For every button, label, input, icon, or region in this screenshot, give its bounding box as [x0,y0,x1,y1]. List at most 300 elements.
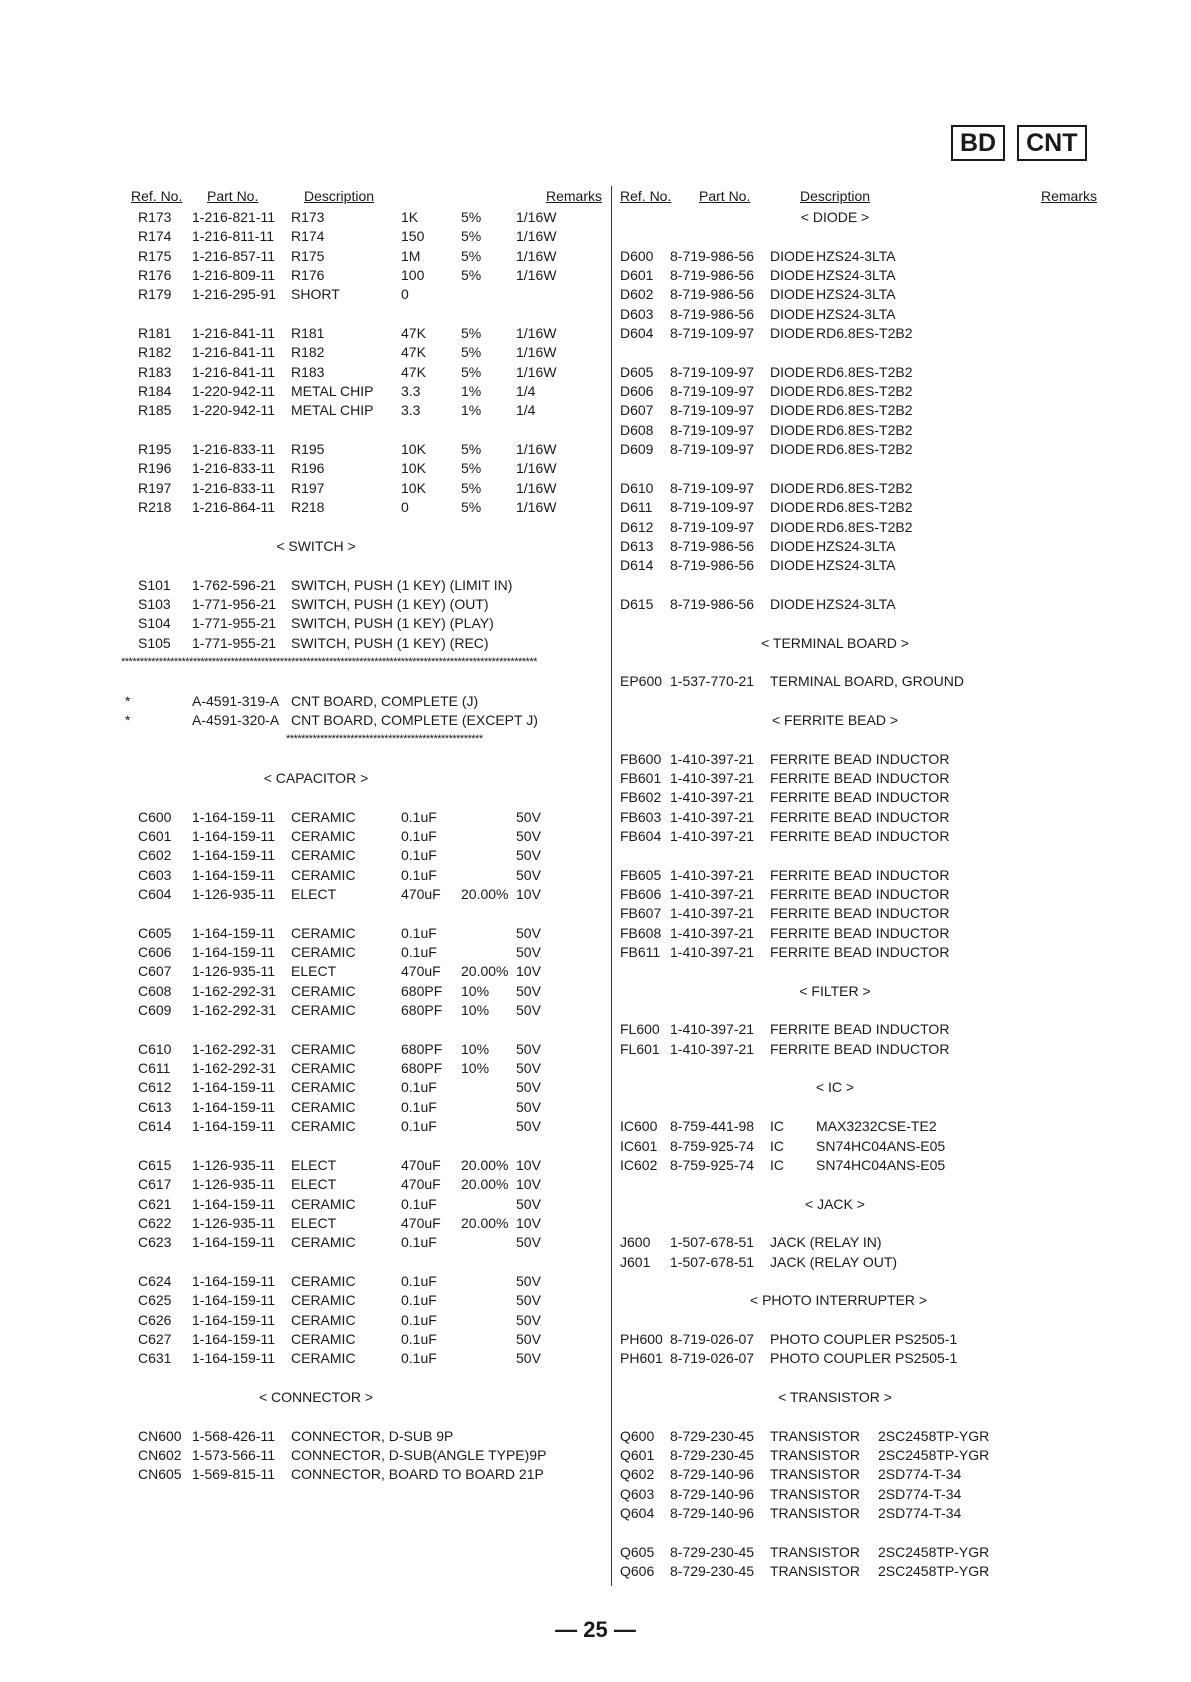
part-row [131,1175,603,1194]
rating: 50V [516,1195,541,1212]
value: 100 [401,267,425,284]
ref-no: D614 [620,557,654,574]
part-row [620,1543,1092,1562]
spec: 2SD774-T-34 [878,1485,962,1502]
description: CERAMIC [291,1330,356,1347]
spec: HZS24-3LTA [816,286,896,303]
ref-no: D611 [620,499,653,516]
part-row [131,1272,603,1291]
spec: HZS24-3LTA [816,595,896,612]
value: 470uF [401,1214,441,1231]
spacer-row [131,1253,603,1272]
part-row [131,846,603,865]
value: 680PF [401,1040,443,1057]
spec: MAX3232CSE-TE2 [816,1118,937,1135]
spacer-row [620,692,1092,711]
part-row [131,924,603,943]
part-no: 1-162-292-31 [192,1040,277,1057]
rating: 50V [516,1311,541,1328]
board-tag: CNT [1017,125,1086,161]
ref-no: C614 [138,1118,172,1135]
value: 0.1uF [401,1350,437,1367]
value: 0.1uF [401,924,437,941]
part-no: 1-126-935-11 [192,1176,276,1193]
spec: RD6.8ES-T2B2 [816,402,913,419]
rating: 1/16W [516,460,557,477]
description: SHORT [291,286,340,303]
ref-no: D600 [620,247,654,264]
description: SWITCH, PUSH (1 KEY) (PLAY) [291,615,494,632]
spacer-row [620,1523,1092,1542]
part-row [620,556,1092,575]
description: R181 [291,325,325,342]
section-title: < FILTER > [799,982,871,999]
part-row [620,498,1092,517]
ref-no: D607 [620,402,654,419]
ref-no: R195 [138,441,172,458]
description: CONNECTOR, BOARD TO BOARD 21P [291,1466,544,1483]
value: 47K [401,325,426,342]
rating: 50V [516,808,541,825]
tolerance: 5% [461,460,482,477]
spec: RD6.8ES-T2B2 [816,499,913,516]
part-no: 8-719-986-56 [670,537,755,554]
ref-no: C606 [138,944,172,961]
ref-no: D602 [620,286,654,303]
ref-no: C612 [138,1079,172,1096]
part-no: 8-719-109-97 [670,402,755,419]
spec: RD6.8ES-T2B2 [816,479,913,496]
part-row [131,808,603,827]
value: 0.1uF [401,1079,437,1096]
part-row [131,459,603,478]
ref-no: C622 [138,1214,172,1231]
description: TRANSISTOR [770,1543,860,1560]
description: DIODE [770,557,815,574]
spacer-row [131,305,603,324]
ref-no: D601 [620,267,654,284]
tolerance: 1% [461,402,482,419]
rating: 1/16W [516,344,557,361]
part-row [620,1330,1092,1349]
ref-no: C603 [138,866,172,883]
description: CERAMIC [291,808,356,825]
ref-no: C623 [138,1234,172,1251]
part-no: 8-729-230-45 [670,1447,755,1463]
description: DIODE [770,441,815,458]
ref-no: J600 [620,1234,651,1251]
section-heading [131,769,603,788]
ref-no: FB607 [620,905,662,922]
part-no: 1-216-811-11 [192,228,274,245]
ref-no: CN605 [138,1466,182,1483]
description: CERAMIC [291,1350,356,1367]
part-no: 1-220-942-11 [192,402,276,419]
part-no: 1-164-159-11 [192,808,276,825]
tolerance: 5% [461,441,482,458]
spacer-row [620,1214,1092,1233]
description: JACK (RELAY OUT) [770,1253,898,1270]
spacer-row [131,1407,603,1426]
left-parts-list [121,208,603,1485]
part-no: 1-164-159-11 [192,944,276,961]
part-row [131,1156,603,1175]
part-no: 1-410-397-21 [670,1021,755,1038]
ref-no: EP600 [620,673,663,690]
part-row [620,440,1092,459]
part-row [131,634,603,653]
ref-no: D603 [620,305,654,322]
remarks-header: Remarks [1041,188,1098,204]
part-row [620,808,1092,827]
value: 0.1uF [401,1311,437,1328]
left-column-header [131,188,603,208]
ref-no: J601 [620,1253,651,1270]
spec: RD6.8ES-T2B2 [816,383,913,400]
description: CERAMIC [291,1272,356,1289]
description: CONNECTOR, D-SUB(ANGLE TYPE)9P [291,1447,547,1463]
ref-no: C609 [138,1002,172,1019]
spec: SN74HC04ANS-E05 [816,1137,946,1154]
part-no: 1-573-566-11 [192,1447,276,1463]
ref-no: D609 [620,441,654,458]
rating: 1/4 [516,402,536,419]
part-row [131,1195,603,1214]
spec: RD6.8ES-T2B2 [816,363,913,380]
part-row [131,440,603,459]
part-no: 8-729-140-96 [670,1485,755,1502]
part-no: 8-719-986-56 [670,557,755,574]
ref-no: R218 [138,499,172,516]
section-heading [620,1291,1092,1310]
spacer-row [620,653,1092,672]
ref-no: C600 [138,808,172,825]
section-title: < JACK > [805,1195,865,1212]
part-no: 1-216-841-11 [192,363,276,380]
description: FERRITE BEAD INDUCTOR [770,905,950,922]
rating: 10V [516,1214,541,1231]
description: CERAMIC [291,1002,356,1019]
description: CERAMIC [291,1234,356,1251]
description: DIODE [770,286,815,303]
part-row [620,1485,1092,1504]
section-heading [620,208,1092,227]
section-heading [620,982,1092,1001]
part-row [620,866,1092,885]
part-no: 1-164-159-11 [192,1079,276,1096]
description: ELECT [291,1214,337,1231]
spec: 2SD774-T-34 [878,1466,962,1483]
spec: RD6.8ES-T2B2 [816,441,913,458]
part-no: 1-410-397-21 [670,789,755,806]
part-row [131,885,603,904]
ref-no: D608 [620,421,654,438]
description: R197 [291,479,325,496]
ref-no: C611 [138,1060,171,1077]
part-no: 1-216-864-11 [192,499,276,516]
spacer-row [131,1020,603,1039]
part-row [620,324,1092,343]
ref-no: C605 [138,924,172,941]
part-no: 8-719-109-97 [670,479,755,496]
part-no: 1-220-942-11 [192,383,276,400]
part-no: 1-164-159-11 [192,924,276,941]
value: 0.1uF [401,866,437,883]
rating: 1/16W [516,209,557,225]
description: TRANSISTOR [770,1505,860,1522]
description: DIODE [770,383,815,400]
ref-no: CN602 [138,1447,182,1463]
value: 150 [401,228,425,245]
spacer-row [620,730,1092,749]
part-row [131,1311,603,1330]
description: FERRITE BEAD INDUCTOR [770,1040,950,1057]
rating: 50V [516,1292,541,1309]
tolerance: 5% [461,363,482,380]
description: METAL CHIP [291,402,374,419]
section-title: < DIODE > [800,209,870,225]
description: IC [770,1118,784,1135]
part-row [131,266,603,285]
spec: HZS24-3LTA [816,267,896,284]
rating: 1/16W [516,228,557,245]
description: DIODE [770,499,815,516]
left-parts-column [121,188,603,1485]
part-no: 1-410-397-21 [670,750,755,767]
ref-no: Q605 [620,1543,655,1560]
tolerance: 5% [461,228,482,245]
description: R176 [291,267,325,284]
board-tags [951,125,1087,161]
part-row [131,247,603,266]
ref-no: R185 [138,402,172,419]
rating: 50V [516,1350,541,1367]
description: FERRITE BEAD INDUCTOR [770,750,950,767]
spec: HZS24-3LTA [816,557,896,574]
value: 47K [401,344,426,361]
section-title: < SWITCH > [276,537,356,554]
part-row [125,711,603,730]
value: 0.1uF [401,944,437,961]
part-row [620,401,1092,420]
part-no: 1-164-159-11 [192,1311,276,1328]
part-no: 8-729-140-96 [670,1466,755,1483]
tolerance: 5% [461,325,482,342]
spacer-row [620,1001,1092,1020]
description: DIODE [770,247,815,264]
value: 10K [401,460,426,477]
part-no: 8-719-986-56 [670,595,755,612]
description: CERAMIC [291,924,356,941]
description: R195 [291,441,325,458]
value: 0.1uF [401,1195,437,1212]
description: R174 [291,228,325,245]
part-no: 1-164-159-11 [192,1195,276,1212]
tolerance: 5% [461,479,482,496]
spacer-row [131,904,603,923]
part-no-header: Part No. [699,188,751,204]
part-row [620,363,1092,382]
spacer-row [620,846,1092,865]
part-row [620,1562,1092,1581]
description: DIODE [770,363,815,380]
tolerance: 20.00% [461,963,509,980]
part-row [131,1001,603,1020]
rating: 1/16W [516,325,557,342]
part-row [131,343,603,362]
part-no: 1-216-295-91 [192,286,277,303]
section-title: < PHOTO INTERRUPTER > [750,1292,928,1309]
value: 0.1uF [401,847,437,864]
part-row [620,1020,1092,1039]
description: FERRITE BEAD INDUCTOR [770,789,950,806]
ref-no: FL601 [620,1040,660,1057]
part-row [131,595,603,614]
part-no: 8-729-230-45 [670,1563,755,1580]
ref-no: IC602 [620,1156,658,1173]
part-row [620,1465,1092,1484]
right-column-header [620,188,1098,208]
part-no: 1-410-397-21 [670,886,755,903]
tolerance: 5% [461,247,482,264]
description: CERAMIC [291,1292,356,1309]
part-row [620,1427,1092,1446]
ref-no: C625 [138,1292,172,1309]
section-title: < CONNECTOR > [258,1388,374,1405]
ref-no: FB611 [620,944,661,961]
ref-no: CN600 [138,1427,182,1444]
description: JACK (RELAY IN) [770,1234,882,1251]
tolerance: 5% [461,267,482,284]
description: DIODE [770,305,815,322]
ref-no: FB601 [620,769,662,786]
description: CERAMIC [291,1060,356,1077]
separator-row [121,653,603,672]
part-no: 1-537-770-21 [670,673,755,690]
part-row [620,924,1092,943]
ref-no: Q606 [620,1563,655,1580]
description: R218 [291,499,325,516]
part-no: 1-410-397-21 [670,905,755,922]
section-heading [131,1388,603,1407]
part-no: A-4591-319-A [192,692,280,709]
part-no: 1-216-857-11 [192,247,276,264]
part-row [620,1446,1092,1465]
value: 0.1uF [401,808,437,825]
part-row [131,479,603,498]
spec: RD6.8ES-T2B2 [816,518,913,535]
ref-no: FB608 [620,924,662,941]
spacer-row [131,1137,603,1156]
ref-no: S104 [138,615,171,632]
rating: 1/16W [516,247,557,264]
part-row [131,324,603,343]
part-row [131,498,603,517]
description: R183 [291,363,325,380]
description: TERMINAL BOARD, GROUND [770,673,964,690]
description: SWITCH, PUSH (1 KEY) (REC) [291,634,489,651]
rating: 50V [516,1234,541,1251]
rating: 50V [516,924,541,941]
part-row [131,285,603,304]
tolerance: 20.00% [461,1214,509,1231]
ref-no: FB605 [620,866,662,883]
part-no: 1-164-159-11 [192,1330,276,1347]
ref-no-header: Ref. No. [620,188,672,204]
ref-no: Q603 [620,1485,655,1502]
ref-no: * [125,711,131,728]
part-no: 8-719-109-97 [670,383,755,400]
value: 0.1uF [401,1292,437,1309]
ref-no: FB600 [620,750,662,767]
rating: 50V [516,1040,541,1057]
part-row [620,421,1092,440]
spacer-row [620,1272,1092,1291]
value: 0.1uF [401,1272,437,1289]
part-no: 1-162-292-31 [192,1060,277,1077]
tolerance: 1% [461,383,482,400]
tolerance: 10% [461,1040,490,1057]
rating: 10V [516,963,541,980]
part-row [620,382,1092,401]
part-no: 8-719-109-97 [670,441,755,458]
part-row [131,1446,603,1465]
spacer-row [620,1311,1092,1330]
spec: 2SC2458TP-YGR [878,1427,990,1444]
part-no: 1-164-159-11 [192,1292,276,1309]
value: 0.1uF [401,1118,437,1135]
description: DIODE [770,537,815,554]
description: CERAMIC [291,1098,356,1115]
board-tag: BD [951,125,1005,161]
ref-no: PH601 [620,1350,663,1367]
spec: SN74HC04ANS-E05 [816,1156,946,1173]
spacer-row [131,518,603,537]
rating: 50V [516,828,541,844]
value: 1M [401,247,421,264]
ref-no: C615 [138,1156,172,1173]
part-row [620,904,1092,923]
spacer-row [620,1098,1092,1117]
description: CERAMIC [291,1311,356,1328]
part-row [131,1330,603,1349]
tolerance: 5% [461,209,482,225]
part-row [131,827,603,846]
part-no: 8-729-230-45 [670,1427,755,1444]
part-no: 1-507-678-51 [670,1253,755,1270]
part-row [131,401,603,420]
part-no: 1-507-678-51 [670,1234,755,1251]
part-row [131,614,603,633]
value: 0.1uF [401,1234,437,1251]
part-no: 1-568-426-11 [192,1427,276,1444]
section-title: < FERRITE BEAD > [771,711,899,728]
part-row [620,266,1092,285]
spacer-row [620,459,1092,478]
description: CONNECTOR, D-SUB 9P [291,1427,454,1444]
part-no: 1-126-935-11 [192,1156,276,1173]
part-no: 8-719-986-56 [670,286,755,303]
section-title: < TERMINAL BOARD > [761,634,909,651]
part-no: 1-216-833-11 [192,460,276,477]
part-row [131,1291,603,1310]
description: CNT BOARD, COMPLETE (EXCEPT J) [291,711,538,728]
description: TRANSISTOR [770,1427,860,1444]
rating: 50V [516,1079,541,1096]
page-number: — 25 — [555,1617,636,1642]
spec: HZS24-3LTA [816,247,896,264]
part-no: 1-164-159-11 [192,828,276,844]
